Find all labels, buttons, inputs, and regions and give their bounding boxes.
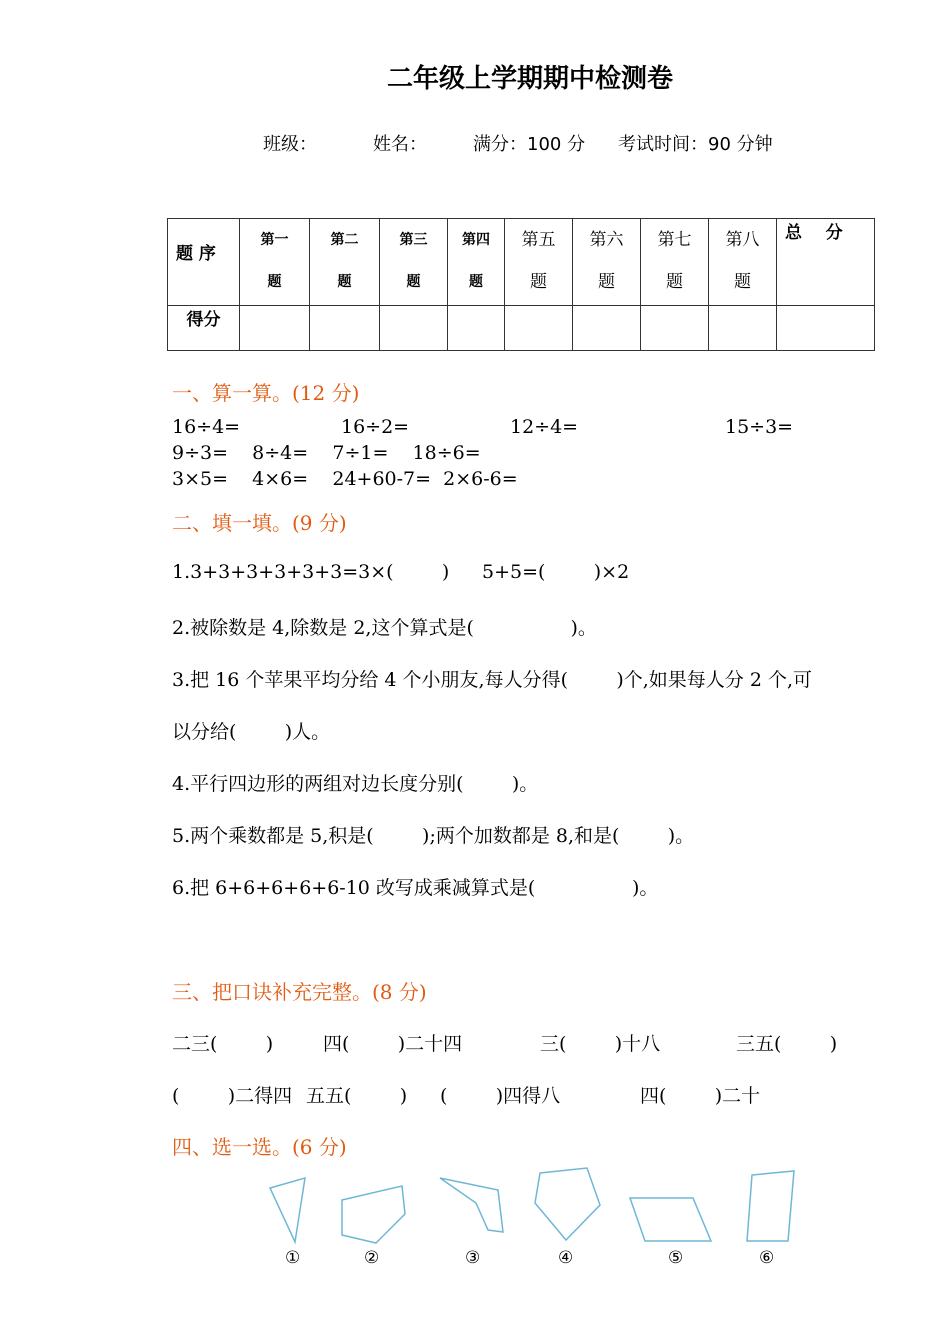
col-4-bottom: 题: [469, 274, 483, 290]
rhyme-1-3: 三( )十八: [540, 1033, 661, 1055]
section4-heading: 四、选一选。(6 分): [172, 1135, 347, 1159]
col-1-bottom: 题: [267, 274, 282, 290]
calc-row-2: 9÷3= 8÷4= 7÷1= 18÷6=: [172, 442, 481, 464]
col-6-bottom: 题: [598, 272, 615, 292]
shape-label-4: ④: [558, 1248, 574, 1268]
rhyme-1-2: 四( )二十四: [323, 1033, 463, 1055]
rhyme-2-4: 四( )二十: [640, 1085, 761, 1107]
col-7-bottom: 题: [666, 272, 683, 292]
col-2-bottom: 题: [337, 274, 352, 290]
class-label: 班级：: [263, 134, 317, 155]
total-header: 总 分: [785, 223, 843, 243]
shape-label-2: ②: [364, 1248, 380, 1268]
col-3-bottom: 题: [406, 274, 421, 290]
col-5-top: 第五: [521, 230, 556, 250]
shape-label-1: ①: [285, 1248, 301, 1268]
col-3-top: 第三: [399, 232, 428, 248]
rhyme-2-3: ( )四得八: [440, 1085, 561, 1107]
rhyme-1-4: 三五( ): [736, 1033, 838, 1055]
calc-1-2: 16÷2=: [341, 416, 410, 438]
shape-label-6: ⑥: [759, 1248, 775, 1268]
col-4-top: 第四: [462, 232, 490, 248]
shape-2-pentagon: [342, 1186, 405, 1243]
col-5-bottom: 题: [530, 272, 547, 292]
calc-1-3: 12÷4=: [510, 416, 579, 438]
fill-q6: 6.把 6+6+6+6+6-10 改写成乘减算式是( )。: [172, 877, 659, 899]
fill-q3b: 以分给( )人。: [172, 721, 331, 743]
full-score: 满分：100 分: [473, 134, 586, 155]
col-2-top: 第二: [330, 232, 359, 248]
col-1-top: 第一: [260, 232, 289, 248]
rhyme-2-1: ( )二得四: [172, 1085, 293, 1107]
shape-6-trapezoid: [747, 1171, 794, 1241]
fill-q4: 4.平行四边形的两组对边长度分别( )。: [172, 773, 539, 795]
col-8-bottom: 题: [734, 272, 751, 292]
shape-5-parallelogram: [630, 1198, 711, 1241]
row-header: 题 序: [176, 244, 216, 264]
fill-q1a: 1.3+3+3+3+3+3=3×( ): [172, 561, 450, 583]
section2-heading: 二、填一填。(9 分): [172, 511, 347, 535]
fill-q1b: 5+5=( )×2: [482, 561, 630, 583]
rhyme-1-1: 二三( ): [172, 1033, 274, 1055]
score-label: 得分: [186, 310, 221, 330]
shape-label-3: ③: [465, 1248, 481, 1268]
calc-1-4: 15÷3=: [725, 416, 794, 438]
name-label: 姓名：: [373, 134, 427, 155]
rhyme-2-2: 五五( ): [306, 1085, 408, 1107]
fill-q5: 5.两个乘数都是 5,积是( );两个加数都是 8,和是( )。: [172, 825, 695, 847]
exam-time: 考试时间：90 分钟: [618, 134, 773, 155]
fill-q3a: 3.把 16 个苹果平均分给 4 个小朋友,每人分得( )个,如果每人分 2 个,可: [172, 669, 812, 691]
section3-heading: 三、把口诀补充完整。(8 分): [172, 980, 427, 1004]
calc-row-3: 3×5= 4×6= 24+60-7= 2×6-6=: [172, 468, 518, 490]
page-title: 二年级上学期期中检测卷: [386, 64, 673, 94]
section1-heading: 一、算一算。(12 分): [172, 381, 360, 405]
col-7-top: 第七: [657, 230, 692, 250]
shape-3-concave: [440, 1178, 503, 1232]
shape-4-pentagon: [535, 1168, 600, 1240]
shape-label-5: ⑤: [668, 1248, 684, 1268]
calc-1-1: 16÷4=: [172, 416, 241, 438]
shape-1-triangle: [270, 1178, 305, 1242]
col-6-top: 第六: [589, 230, 624, 250]
col-8-top: 第八: [725, 230, 760, 250]
fill-q2: 2.被除数是 4,除数是 2,这个算式是( )。: [172, 617, 597, 639]
